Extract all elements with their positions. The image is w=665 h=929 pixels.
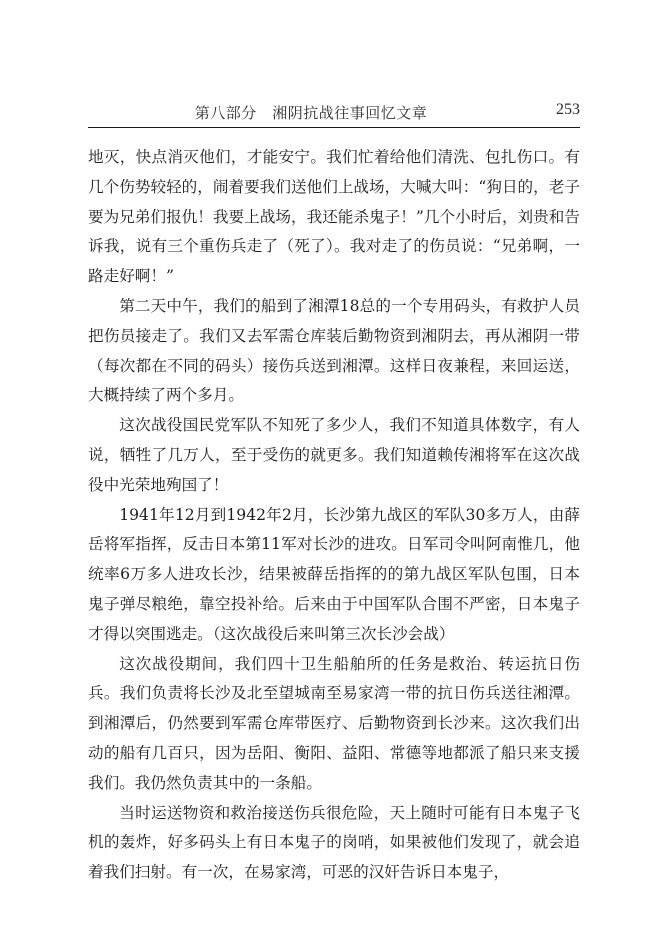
paragraph: 这次战役国民党军队不知死了多少人，我们不知道具体数字，有人说，牺牲了几万人，至于受伤的就更多。我们知道赖传湘将军在这次战役中光荣地殉国了！ [88,416,580,494]
header-rule [88,127,580,128]
paragraph: 1941年12月到1942年2月，长沙第九战区的军队30多万人，由薛岳将军指挥，反击日本第11军对长沙的进攻。日军司令叫阿南惟几，他统率6万多人进攻长沙，结果被薛岳指挥的的第九战区军队包围，日本鬼子弹尽粮绝，靠空投补给。后来由于中国军队合围不严密，日本鬼子才得以突围逃走。（这次战役后来叫第三次长沙会战） [88,505,580,643]
paragraph: 当时运送物资和救治接送伤兵很危险，天上随时可能有日本鬼子飞机的轰炸，好多码头上有日本鬼子的岗哨，如果被他们发现了，就会追着我们扫射。有一次，在易家湾，可恶的汉奸告诉日本鬼子， [88,803,580,882]
body-text [88,143,580,888]
section-title: 第八部分 湘阴抗战往事回忆文章 [194,104,428,122]
paragraph-continuation: 地灭，快点消灭他们，才能安宁。我们忙着给他们清洗、包扎伤口。有几个伤势较轻的，闹着要我们送他们上战场，大喊大叫：“狗日的，老子要为兄弟们报仇！我要上战场，我还能杀鬼子！”几个小时后，刘贵和告诉我，说有三个重伤兵走了（死了）。我对走了的伤员说：“兄弟啊，一路走好啊！” [88,148,580,286]
paragraph: 这次战役期间，我们四十卫生船舶所的任务是救治、转运抗日伤兵。我们负责将长沙及北至望城南至易家湾一带的抗日伤兵送往湘潭。到湘潭后，仍然要到军需仓库带医疗、后勤物资到长沙来。这次我们出动的船有几百只，因为岳阳、衡阳、益阳、常德等地都派了船只来支援我们。我仍然负责其中的一条船。 [88,654,580,792]
paragraph: 第二天中午，我们的船到了湘潭18总的一个专用码头，有救护人员把伤员接走了。我们又去军需仓库装后勤物资到湘阴去，再从湘阴一带（每次都在不同的码头）接伤兵送到湘潭。这样日夜兼程，来回运送，大概持续了两个多月。 [88,296,580,405]
page-number: 253 [556,101,580,118]
running-header [88,102,580,126]
